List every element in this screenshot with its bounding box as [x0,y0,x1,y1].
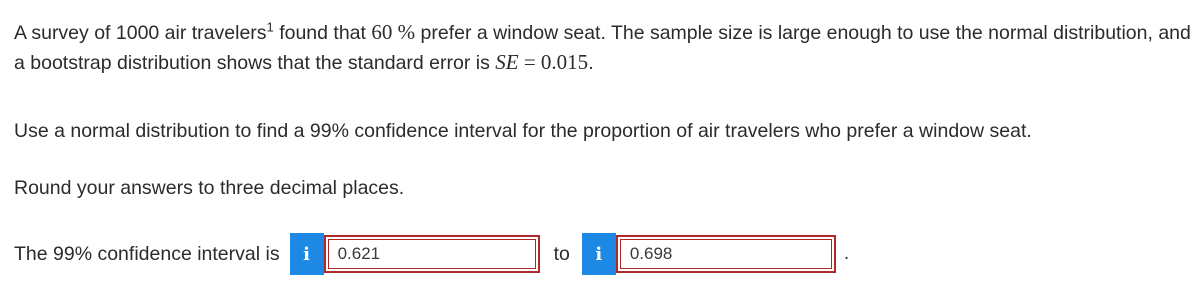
se-symbol: SE [495,50,519,74]
problem-statement [14,18,1194,78]
footnote-marker[interactable]: 1 [266,19,274,35]
rounding-note: Round your answers to three decimal places. [14,177,405,199]
intro-text: A survey of 1000 air travelers [14,22,267,44]
percent-value: 60 % [371,20,416,44]
interval-label: The 99% confidence interval is [14,242,280,265]
info-icon[interactable]: i [582,233,616,275]
instruction-text: Use a normal distribution to find a 99% confidence interval for the proportion of air travelers who prefer a window seat. [14,120,1032,142]
answer-row [14,233,1200,275]
intro-text-3: prefer a window seat. The sample size is large enough to use the normal distribution, and a bootstrap distribution shows that the standard error is [14,22,1191,74]
intro-end: . [588,52,594,74]
end-period: . [843,243,850,264]
info-icon[interactable]: i [290,233,324,275]
se-value: = 0.015 [518,50,589,74]
intro-text-2: found that [273,22,372,44]
to-separator: to [553,242,570,265]
lower-bound-input[interactable]: 0.621 [324,235,540,273]
upper-bound-input[interactable]: 0.698 [616,235,836,273]
